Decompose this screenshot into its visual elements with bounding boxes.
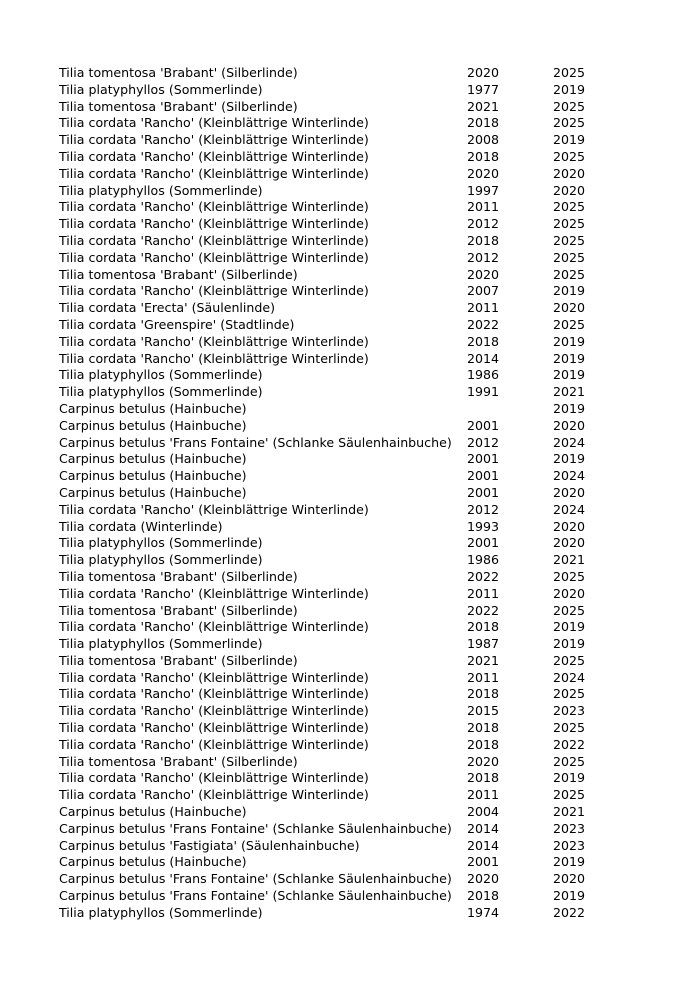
year-first-cell: 2007 <box>467 283 500 299</box>
year-second-cell: 2019 <box>553 854 586 870</box>
year-first-cell: 2018 <box>467 686 500 702</box>
year-first-cell: 2020 <box>467 65 500 80</box>
year-first-cell: 2001 <box>467 854 500 870</box>
year-second-cell: 2025 <box>553 148 586 164</box>
species-cell: Tilia cordata 'Rancho' (Kleinblättrige Winterlinde) <box>59 703 369 719</box>
table-row <box>59 821 613 838</box>
species-cell: Tilia cordata (Winterlinde) <box>59 518 223 534</box>
table-row <box>59 535 613 552</box>
year-first-cell <box>467 401 553 418</box>
year-second-cell: 2019 <box>553 451 586 467</box>
table-row <box>59 149 613 166</box>
species-cell: Tilia platyphyllos (Sommerlinde) <box>59 182 263 198</box>
year-first-cell: 2020 <box>467 266 500 282</box>
year-second-cell: 2025 <box>553 199 586 215</box>
table-row <box>59 183 613 200</box>
tree-table-body <box>59 65 613 922</box>
year-second-cell: 2019 <box>553 400 586 416</box>
year-second-cell: 2025 <box>553 720 586 736</box>
year-second-cell: 2022 <box>553 736 586 752</box>
year-first-cell: 2008 <box>467 132 500 148</box>
species-cell: Tilia cordata 'Rancho' (Kleinblättrige Winterlinde) <box>59 686 369 702</box>
year-second-cell: 2025 <box>553 686 586 702</box>
table-row <box>59 283 613 300</box>
species-cell: Tilia cordata 'Rancho' (Kleinblättrige Winterlinde) <box>59 585 369 601</box>
table-row <box>59 65 613 82</box>
species-cell: Tilia cordata 'Rancho' (Kleinblättrige Winterlinde) <box>59 770 369 786</box>
year-first-cell: 2012 <box>467 249 500 265</box>
species-cell: Carpinus betulus (Hainbuche) <box>59 451 247 467</box>
year-first-cell: 2001 <box>467 451 500 467</box>
year-first-cell: 2018 <box>467 736 500 752</box>
table-row <box>59 418 613 435</box>
year-second-cell: 2023 <box>553 820 586 836</box>
year-second-cell: 2019 <box>553 350 586 366</box>
year-first-cell: 2001 <box>467 417 500 433</box>
year-second-cell: 2022 <box>553 904 586 920</box>
year-second-cell: 2021 <box>553 552 586 568</box>
year-first-cell: 2021 <box>467 652 500 668</box>
table-row <box>59 317 613 334</box>
species-cell: Tilia platyphyllos (Sommerlinde) <box>59 81 263 97</box>
species-cell: Tilia tomentosa 'Brabant' (Silberlinde) <box>59 753 298 769</box>
species-cell: Tilia cordata 'Rancho' (Kleinblättrige Winterlinde) <box>59 501 369 517</box>
year-second-cell: 2019 <box>553 283 586 299</box>
table-row <box>59 603 613 620</box>
year-first-cell: 2018 <box>467 333 500 349</box>
species-cell: Tilia platyphyllos (Sommerlinde) <box>59 535 263 551</box>
species-cell: Tilia tomentosa 'Brabant' (Silberlinde) <box>59 652 298 668</box>
table-row <box>59 351 613 368</box>
tree-table <box>59 65 613 922</box>
year-second-cell: 2025 <box>553 753 586 769</box>
table-row <box>59 905 613 922</box>
table-row <box>59 485 613 502</box>
table-row <box>59 888 613 905</box>
year-first-cell: 2021 <box>467 98 500 114</box>
table-row <box>59 787 613 804</box>
year-first-cell: 2022 <box>467 568 500 584</box>
table-row <box>59 384 613 401</box>
species-cell: Carpinus betulus 'Frans Fontaine' (Schlanke Säulenhainbuche) <box>59 871 452 887</box>
year-first-cell: 2015 <box>467 703 500 719</box>
year-second-cell: 2019 <box>553 770 586 786</box>
year-first-cell: 1993 <box>467 518 500 534</box>
table-row <box>59 838 613 855</box>
species-cell: Tilia cordata 'Rancho' (Kleinblättrige Winterlinde) <box>59 787 369 803</box>
species-cell: Tilia cordata 'Rancho' (Kleinblättrige Winterlinde) <box>59 132 369 148</box>
species-cell: Carpinus betulus 'Frans Fontaine' (Schlanke Säulenhainbuche) <box>59 820 452 836</box>
species-cell: Carpinus betulus 'Frans Fontaine' (Schlanke Säulenhainbuche) <box>59 434 452 450</box>
table-row <box>59 737 613 754</box>
year-second-cell: 2025 <box>553 568 586 584</box>
year-second-cell: 2025 <box>553 249 586 265</box>
year-second-cell: 2025 <box>553 266 586 282</box>
year-first-cell: 2011 <box>467 300 500 316</box>
year-second-cell: 2025 <box>553 602 586 618</box>
table-row <box>59 401 613 418</box>
table-row <box>59 250 613 267</box>
year-second-cell: 2025 <box>553 232 586 248</box>
table-row <box>59 451 613 468</box>
year-second-cell: 2020 <box>553 518 586 534</box>
species-cell: Tilia platyphyllos (Sommerlinde) <box>59 904 263 920</box>
year-first-cell: 2018 <box>467 232 500 248</box>
year-first-cell: 2001 <box>467 535 500 551</box>
year-first-cell: 1991 <box>467 384 500 400</box>
species-cell: Tilia cordata 'Rancho' (Kleinblättrige Winterlinde) <box>59 669 369 685</box>
species-cell: Tilia platyphyllos (Sommerlinde) <box>59 552 263 568</box>
table-row <box>59 754 613 771</box>
year-second-cell: 2019 <box>553 367 586 383</box>
year-second-cell: 2025 <box>553 98 586 114</box>
species-cell: Carpinus betulus (Hainbuche) <box>59 854 247 870</box>
year-second-cell: 2025 <box>553 787 586 803</box>
year-first-cell: 2011 <box>467 787 500 803</box>
species-cell: Carpinus betulus 'Fastigiata' (Säulenhainbuche) <box>59 837 360 853</box>
year-first-cell: 2020 <box>467 753 500 769</box>
species-cell: Tilia platyphyllos (Sommerlinde) <box>59 384 263 400</box>
year-second-cell: 2020 <box>553 535 586 551</box>
table-row <box>59 233 613 250</box>
species-cell: Tilia cordata 'Rancho' (Kleinblättrige Winterlinde) <box>59 736 369 752</box>
species-cell: Carpinus betulus (Hainbuche) <box>59 400 247 416</box>
species-cell: Tilia cordata 'Rancho' (Kleinblättrige Winterlinde) <box>59 720 369 736</box>
year-first-cell: 2012 <box>467 216 500 232</box>
species-cell: Tilia cordata 'Rancho' (Kleinblättrige Winterlinde) <box>59 115 369 131</box>
year-first-cell: 1986 <box>467 367 500 383</box>
year-second-cell: 2019 <box>553 81 586 97</box>
year-first-cell: 2018 <box>467 770 500 786</box>
species-cell: Tilia cordata 'Rancho' (Kleinblättrige Winterlinde) <box>59 232 369 248</box>
table-row <box>59 435 613 452</box>
year-second-cell: 2023 <box>553 837 586 853</box>
year-second-cell: 2020 <box>553 182 586 198</box>
year-second-cell: 2025 <box>553 652 586 668</box>
table-row <box>59 670 613 687</box>
year-second-cell: 2019 <box>553 333 586 349</box>
species-cell: Tilia cordata 'Rancho' (Kleinblättrige Winterlinde) <box>59 148 369 164</box>
year-second-cell: 2020 <box>553 484 586 500</box>
species-cell: Tilia cordata 'Rancho' (Kleinblättrige Winterlinde) <box>59 165 369 181</box>
species-cell: Tilia platyphyllos (Sommerlinde) <box>59 636 263 652</box>
year-second-cell: 2020 <box>553 300 586 316</box>
table-row <box>59 99 613 116</box>
species-cell: Carpinus betulus (Hainbuche) <box>59 484 247 500</box>
species-cell: Tilia tomentosa 'Brabant' (Silberlinde) <box>59 98 298 114</box>
species-cell: Tilia tomentosa 'Brabant' (Silberlinde) <box>59 568 298 584</box>
year-second-cell: 2019 <box>553 636 586 652</box>
year-first-cell: 2018 <box>467 619 500 635</box>
table-row <box>59 216 613 233</box>
year-second-cell: 2025 <box>553 216 586 232</box>
year-first-cell: 2011 <box>467 199 500 215</box>
table-row <box>59 703 613 720</box>
year-first-cell: 2018 <box>467 720 500 736</box>
table-row <box>59 569 613 586</box>
year-second-cell: 2024 <box>553 501 586 517</box>
table-row <box>59 334 613 351</box>
table-row <box>59 770 613 787</box>
table-row <box>59 636 613 653</box>
year-second-cell: 2020 <box>553 417 586 433</box>
year-second-cell: 2024 <box>553 468 586 484</box>
year-second-cell: 2020 <box>553 165 586 181</box>
table-row <box>59 871 613 888</box>
table-row <box>59 199 613 216</box>
species-cell: Tilia cordata 'Rancho' (Kleinblättrige Winterlinde) <box>59 199 369 215</box>
year-first-cell: 2020 <box>467 871 500 887</box>
table-row <box>59 686 613 703</box>
table-row <box>59 502 613 519</box>
year-second-cell: 2019 <box>553 888 586 904</box>
year-first-cell: 2022 <box>467 602 500 618</box>
species-cell: Tilia cordata 'Rancho' (Kleinblättrige Winterlinde) <box>59 333 369 349</box>
year-first-cell: 2014 <box>467 837 500 853</box>
species-cell: Tilia cordata 'Greenspire' (Stadtlinde) <box>59 316 295 332</box>
species-cell: Tilia cordata 'Erecta' (Säulenlinde) <box>59 300 276 316</box>
year-first-cell: 2014 <box>467 820 500 836</box>
year-first-cell: 2001 <box>467 484 500 500</box>
table-row <box>59 267 613 284</box>
year-second-cell: 2025 <box>553 115 586 131</box>
year-second-cell: 2021 <box>553 804 586 820</box>
table-row <box>59 804 613 821</box>
table-row <box>59 367 613 384</box>
year-first-cell: 1986 <box>467 552 500 568</box>
year-first-cell: 2020 <box>467 165 500 181</box>
year-first-cell: 2004 <box>467 804 500 820</box>
year-first-cell: 2001 <box>467 468 500 484</box>
year-first-cell: 2012 <box>467 501 500 517</box>
year-second-cell: 2024 <box>553 669 586 685</box>
table-row <box>59 166 613 183</box>
table-row <box>59 300 613 317</box>
table-row <box>59 552 613 569</box>
species-cell: Tilia tomentosa 'Brabant' (Silberlinde) <box>59 65 298 80</box>
species-cell: Carpinus betulus (Hainbuche) <box>59 468 247 484</box>
species-cell: Tilia platyphyllos (Sommerlinde) <box>59 367 263 383</box>
year-second-cell: 2025 <box>553 316 586 332</box>
table-row <box>59 115 613 132</box>
year-second-cell: 2020 <box>553 585 586 601</box>
year-first-cell: 1977 <box>467 81 500 97</box>
species-cell: Carpinus betulus (Hainbuche) <box>59 417 247 433</box>
year-second-cell: 2020 <box>553 871 586 887</box>
year-second-cell: 2019 <box>553 132 586 148</box>
year-second-cell: 2019 <box>553 619 586 635</box>
year-first-cell: 2011 <box>467 669 500 685</box>
species-cell: Tilia cordata 'Rancho' (Kleinblättrige Winterlinde) <box>59 283 369 299</box>
table-row <box>59 653 613 670</box>
year-second-cell: 2025 <box>553 65 586 80</box>
year-first-cell: 2018 <box>467 888 500 904</box>
year-first-cell: 2018 <box>467 115 500 131</box>
table-row <box>59 854 613 871</box>
year-first-cell: 2014 <box>467 350 500 366</box>
year-first-cell: 2012 <box>467 434 500 450</box>
year-second-cell: 2023 <box>553 703 586 719</box>
species-cell: Tilia cordata 'Rancho' (Kleinblättrige Winterlinde) <box>59 350 369 366</box>
year-first-cell: 2011 <box>467 585 500 601</box>
species-cell: Carpinus betulus 'Frans Fontaine' (Schlanke Säulenhainbuche) <box>59 888 452 904</box>
year-first-cell: 1997 <box>467 182 500 198</box>
species-cell: Tilia cordata 'Rancho' (Kleinblättrige Winterlinde) <box>59 619 369 635</box>
species-cell: Tilia cordata 'Rancho' (Kleinblättrige Winterlinde) <box>59 216 369 232</box>
year-first-cell: 1987 <box>467 636 500 652</box>
table-row <box>59 519 613 536</box>
year-second-cell: 2021 <box>553 384 586 400</box>
table-row <box>59 720 613 737</box>
species-cell: Tilia tomentosa 'Brabant' (Silberlinde) <box>59 266 298 282</box>
table-row <box>59 132 613 149</box>
year-first-cell: 2018 <box>467 148 500 164</box>
year-first-cell: 2022 <box>467 316 500 332</box>
species-cell: Tilia cordata 'Rancho' (Kleinblättrige Winterlinde) <box>59 249 369 265</box>
year-first-cell: 1974 <box>467 904 500 920</box>
table-row <box>59 82 613 99</box>
species-cell: Carpinus betulus (Hainbuche) <box>59 804 247 820</box>
species-cell: Tilia tomentosa 'Brabant' (Silberlinde) <box>59 602 298 618</box>
table-row <box>59 619 613 636</box>
year-second-cell: 2024 <box>553 434 586 450</box>
table-row <box>59 586 613 603</box>
table-row <box>59 468 613 485</box>
